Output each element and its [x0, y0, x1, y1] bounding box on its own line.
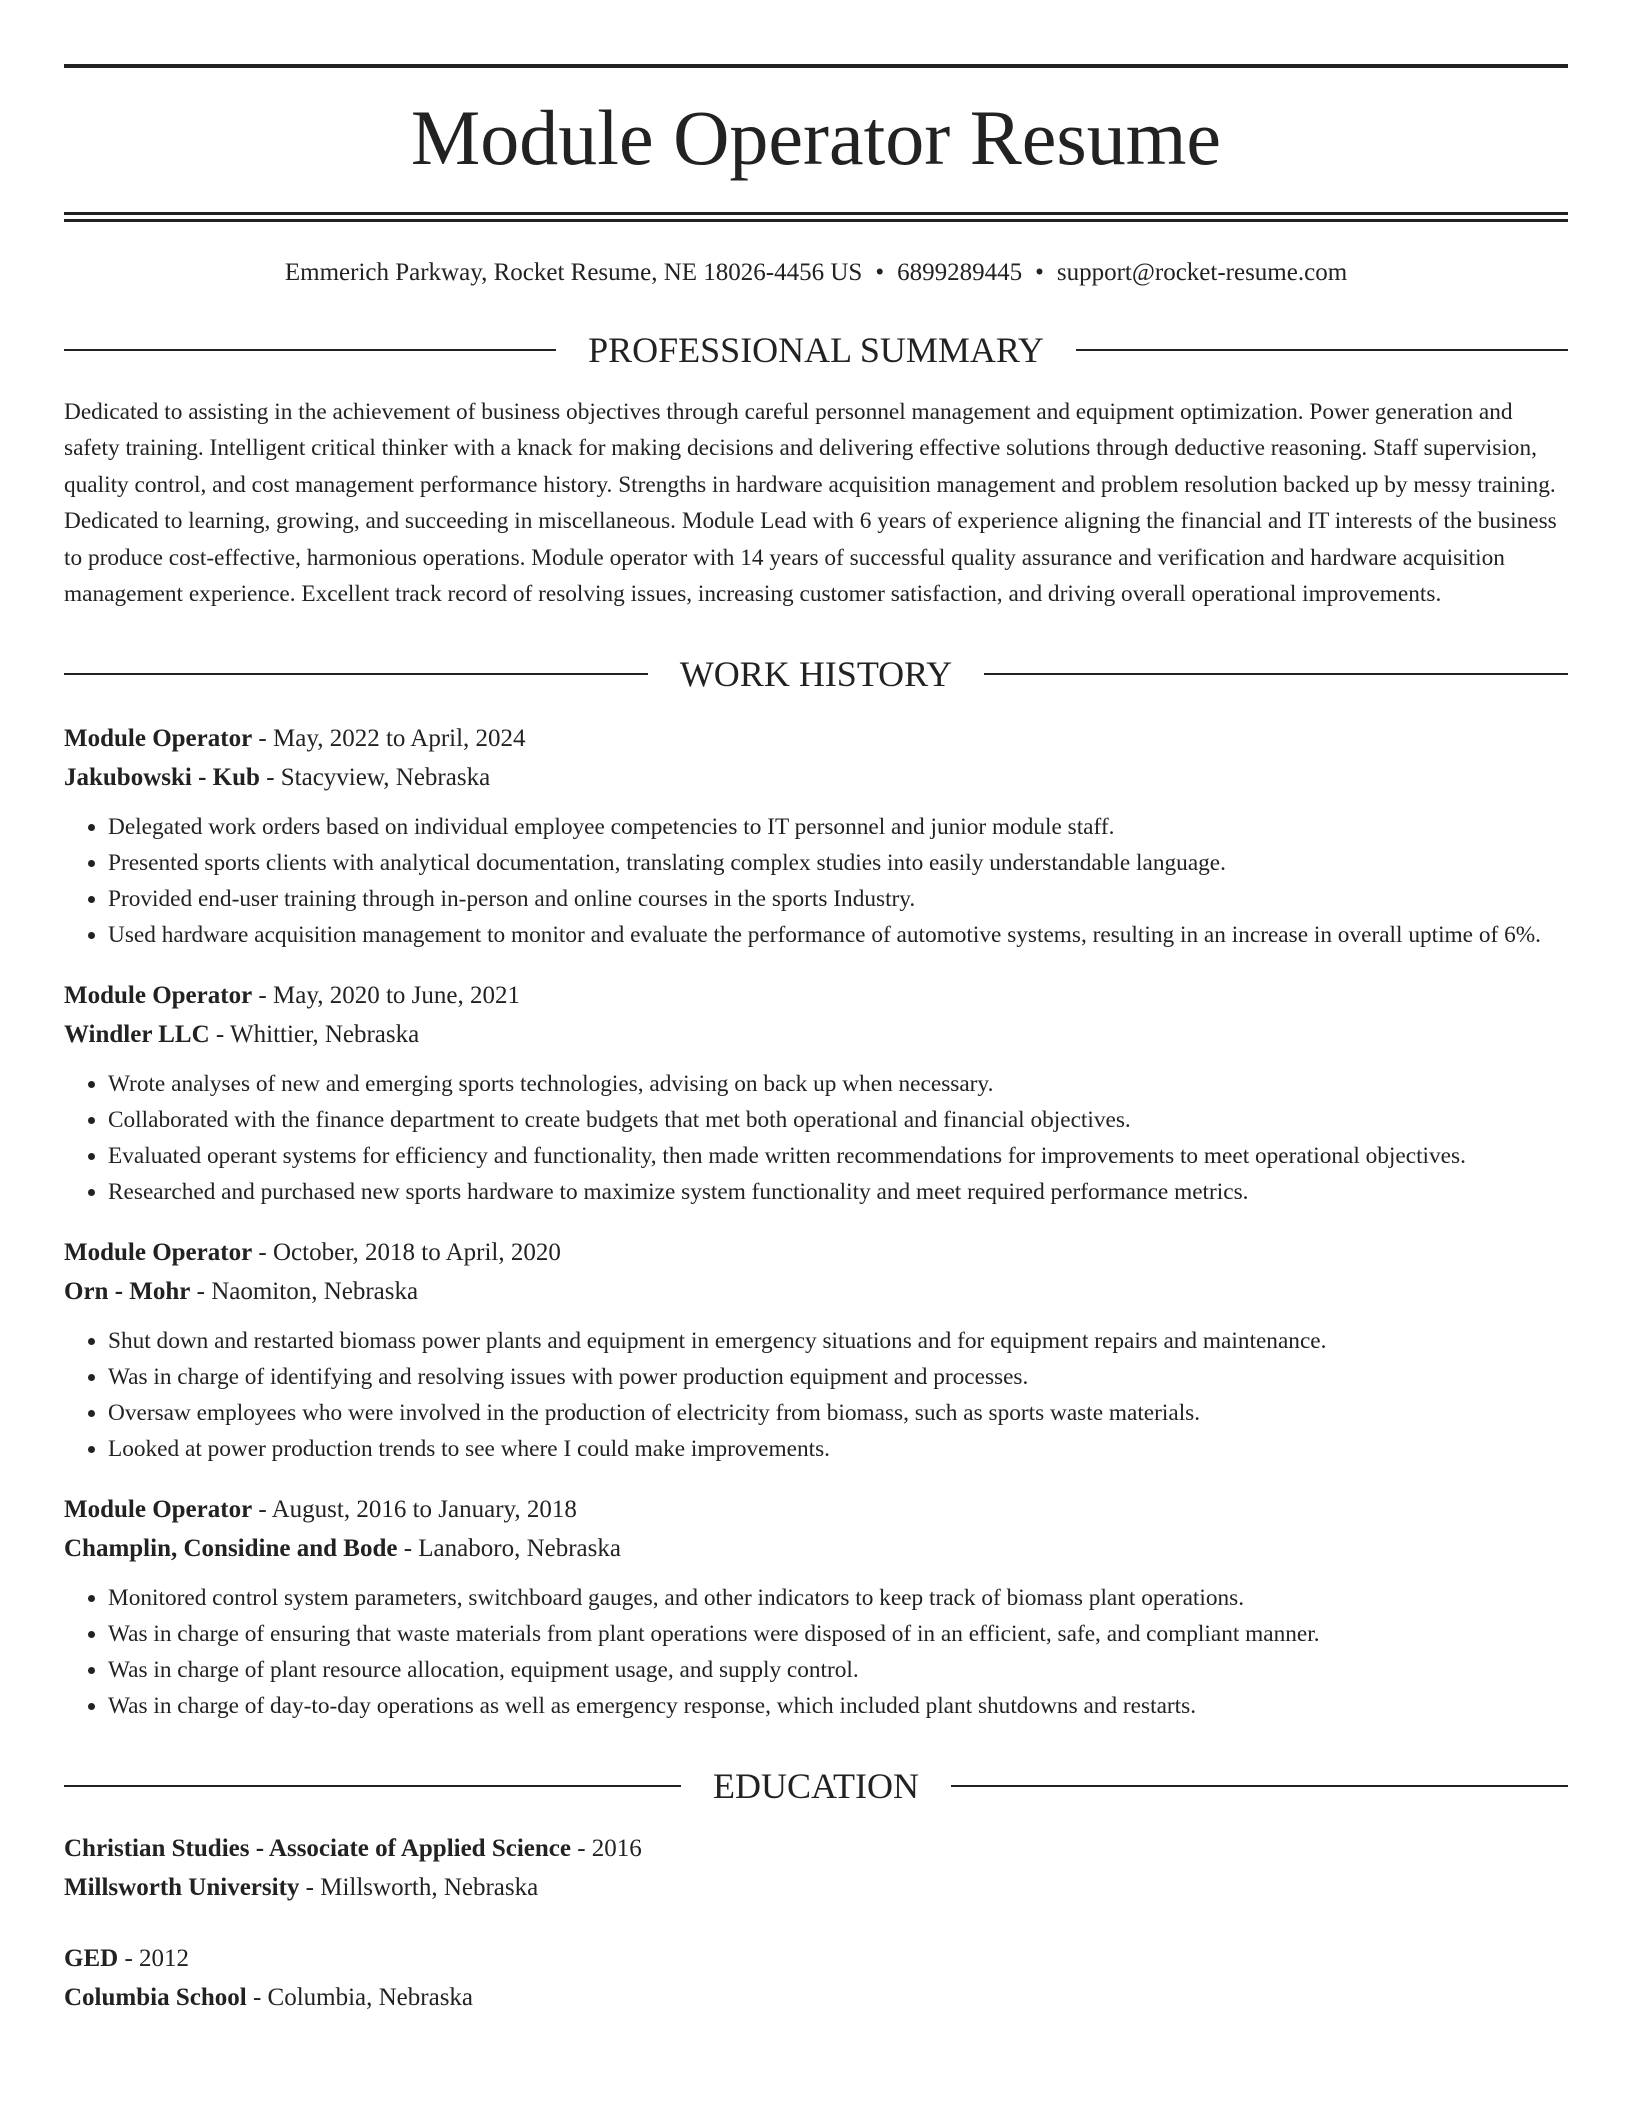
- job-location: - Lanaboro, Nebraska: [397, 1534, 621, 1562]
- section-rule: [1076, 349, 1568, 351]
- job-bullet: • Collaborated with the finance department to create budgets that met both operational and financial objectives.: [108, 1102, 1568, 1138]
- job-bullet: • Used hardware acquisition management to monitor and evaluate the performance of automotive systems, resulting in an increase in overall uptime of 6%.: [108, 917, 1568, 953]
- contact-phone: 6899289445: [897, 259, 1023, 286]
- job-location: - Naomiton, Nebraska: [190, 1277, 419, 1305]
- work-heading: WORK HISTORY: [679, 654, 953, 695]
- section-rule: [64, 349, 556, 351]
- job-bullet: • Was in charge of day-to-day operations as well as emergency response, which included plant shutdowns and restarts.: [108, 1688, 1568, 1724]
- job-bullets: [64, 1580, 1568, 1724]
- job-bullet: • Provided end-user training through in-person and online courses in the sports Industry.: [108, 881, 1568, 917]
- education-degree: Christian Studies - Associate of Applied Science: [64, 1835, 571, 1863]
- job-bullets: [64, 809, 1568, 953]
- job-dates: - May, 2020 to June, 2021: [252, 982, 520, 1010]
- job-company-line: [64, 1273, 1568, 1312]
- job-bullet: • Monitored control system parameters, switchboard gauges, and other indicators to keep track of biomass plant operations.: [108, 1580, 1568, 1616]
- education-school-line: [64, 1869, 1568, 1908]
- job-bullet: • Oversaw employees who were involved in the production of electricity from biomass, such as sports waste materials.: [108, 1395, 1568, 1431]
- job-location: - Stacyview, Nebraska: [259, 763, 491, 791]
- job-title-line: [64, 720, 1568, 759]
- contact-email: support@rocket-resume.com: [1056, 259, 1348, 286]
- education-year: - 2016: [570, 1835, 642, 1863]
- job-entry: [64, 1491, 1568, 1724]
- job-bullet: • Looked at power production trends to see where I could make improvements.: [108, 1431, 1568, 1467]
- contact-line: [64, 258, 1568, 288]
- job-bullets: [64, 1323, 1568, 1467]
- job-bullet: • Shut down and restarted biomass power plants and equipment in emergency situations and for equipment repairs and maintenance.: [108, 1323, 1568, 1359]
- job-bullet: • Evaluated operant systems for efficiency and functionality, then made written recommendations for improvements to meet operational objectives.: [108, 1138, 1568, 1174]
- education-location: - Millsworth, Nebraska: [299, 1873, 539, 1901]
- job-bullet: • Delegated work orders based on individual employee competencies to IT personnel and junior module staff.: [108, 809, 1568, 845]
- job-role: Module Operator: [64, 982, 253, 1010]
- job-entry: [64, 1234, 1568, 1467]
- job-bullets: [64, 1066, 1568, 1210]
- job-dates: - May, 2022 to April, 2024: [252, 725, 526, 753]
- education-section-header: [64, 1764, 1568, 1808]
- section-rule: [64, 673, 648, 675]
- work-section-header: [64, 652, 1568, 696]
- job-entry: [64, 720, 1568, 953]
- job-company: Champlin, Considine and Bode: [64, 1534, 398, 1562]
- job-company-line: [64, 1530, 1568, 1569]
- job-bullet: • Presented sports clients with analytical documentation, translating complex studies into easily understandable language.: [108, 845, 1568, 881]
- top-rule: [64, 64, 1568, 68]
- summary-section-header: [64, 328, 1568, 372]
- education-location: - Columbia, Nebraska: [246, 1983, 474, 2011]
- education-school: Millsworth University: [64, 1873, 300, 1901]
- education-degree: GED: [64, 1945, 119, 1973]
- education-school: Columbia School: [64, 1983, 247, 2011]
- contact-address: Emmerich Parkway, Rocket Resume, NE 18026-4456 US: [284, 259, 863, 286]
- job-dates: - August, 2016 to January, 2018: [252, 1496, 577, 1524]
- job-role: Module Operator: [64, 1496, 253, 1524]
- section-rule: [984, 673, 1568, 675]
- job-bullet: • Researched and purchased new sports hardware to maximize system functionality and meet required performance metrics.: [108, 1174, 1568, 1210]
- job-title-line: [64, 1234, 1568, 1273]
- education-school-line: [64, 1979, 1568, 2018]
- job-bullet: • Was in charge of identifying and resolving issues with power production equipment and processes.: [108, 1359, 1568, 1395]
- job-company-line: [64, 759, 1568, 798]
- job-bullet: • Wrote analyses of new and emerging sports technologies, advising on back up when necessary.: [108, 1066, 1568, 1102]
- job-bullet: • Was in charge of plant resource allocation, equipment usage, and supply control.: [108, 1652, 1568, 1688]
- job-company: Windler LLC: [64, 1020, 210, 1048]
- education-entry: [64, 1940, 1568, 2017]
- section-rule: [951, 1785, 1568, 1787]
- job-bullet: • Was in charge of ensuring that waste materials from plant operations were disposed of in an efficient, safe, and compliant manner.: [108, 1616, 1568, 1652]
- job-dates: - October, 2018 to April, 2020: [252, 1239, 561, 1267]
- job-company-line: [64, 1016, 1568, 1055]
- page-title: Module Operator Resume: [410, 94, 1222, 181]
- education-entry: [64, 1830, 1568, 1907]
- job-title-line: [64, 1491, 1568, 1530]
- job-role: Module Operator: [64, 725, 253, 753]
- contact-separator: •: [875, 259, 885, 286]
- title-double-rule: [64, 212, 1568, 222]
- education-year: - 2012: [118, 1945, 190, 1973]
- contact-separator: •: [1035, 259, 1044, 286]
- education-degree-line: [64, 1830, 1568, 1869]
- education-heading: EDUCATION: [713, 1766, 919, 1807]
- job-company: Orn - Mohr: [64, 1277, 191, 1305]
- job-entry: [64, 977, 1568, 1210]
- job-location: - Whittier, Nebraska: [209, 1020, 420, 1048]
- job-company: Jakubowski - Kub: [64, 763, 260, 791]
- section-rule: [64, 1785, 681, 1787]
- job-role: Module Operator: [64, 1239, 253, 1267]
- summary-heading: PROFESSIONAL SUMMARY: [588, 330, 1044, 370]
- job-title-line: [64, 977, 1568, 1016]
- summary-text: Dedicated to assisting in the achievement of business objectives through careful personnel management and equipment optimization. Power generation and safety training. Intelligent critical thinker with a knack for making decisions and delivering effective solutions through deductive reasoning. Staff supervision, quality control, and cost management performance history. Strengths in hardware acquisition management and problem resolution backed up by messy training. Dedicated to learning, growing, and succeeding in miscellaneous. Module Lead with 6 years of experience aligning the financial and IT interests of the business to produce cost-effective, harmonious operations. Module operator with 14 years of successful quality assurance and verification and hardware acquisition management experience. Excellent track record of resolving issues, increasing customer satisfaction, and driving overall operational improvements.: [64, 399, 1557, 608]
- education-degree-line: [64, 1940, 1568, 1979]
